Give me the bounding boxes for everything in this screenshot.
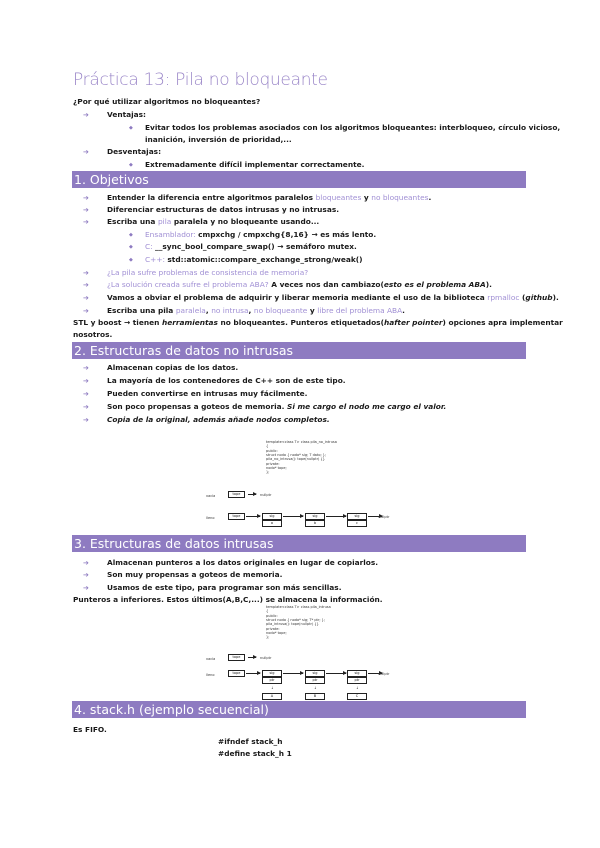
text-segment: cmpxchg / cmpxchg{8,16} → es más lento. xyxy=(198,230,377,239)
highlighted-text: pila xyxy=(157,217,172,226)
down-arrow: ↓ xyxy=(271,686,274,690)
italic-text: Si me cargo el nodo me cargo el valor. xyxy=(287,402,447,411)
dot-bullet-icon: ◆ xyxy=(129,257,133,263)
top-box: tope xyxy=(228,670,245,677)
text-segment: Pueden convertirse en intrusas muy fácilmente. xyxy=(107,389,308,398)
text-line xyxy=(107,583,342,593)
text-segment: , xyxy=(248,306,254,315)
text-segment: Extremadamente difícil implementar correctamente. xyxy=(145,160,365,169)
text-line xyxy=(107,570,282,580)
text-line xyxy=(73,318,563,328)
section-heading: 1. Objetivos xyxy=(72,171,526,188)
diagram-1-figure xyxy=(200,440,400,535)
text-segment: La mayoría de los contenedores de C++ son de este tipo. xyxy=(107,376,346,385)
text-segment: Almacenan punteros a los datos originales en lugar de copiarlos. xyxy=(107,558,379,567)
text-segment: Diferenciar estructuras de datos intrusas y no intrusas. xyxy=(107,205,340,214)
highlighted-text: no intrusa xyxy=(211,306,249,315)
node-value-cell: b xyxy=(305,520,325,527)
text-line xyxy=(73,595,383,605)
arrow-bullet-icon: ➔ xyxy=(83,403,89,411)
text-line xyxy=(107,193,431,203)
arrow-bullet-icon: ➔ xyxy=(83,281,89,289)
text-segment: Escriba una xyxy=(107,217,158,226)
top-box: tope xyxy=(228,654,245,661)
arrow-bullet-icon: ➔ xyxy=(83,294,89,302)
code-line: { xyxy=(266,444,269,449)
arrow-bullet-icon: ➔ xyxy=(83,390,89,398)
text-line xyxy=(145,123,560,133)
dot-bullet-icon: ◆ xyxy=(129,244,133,250)
highlighted-text: Ensamblador: xyxy=(145,230,199,239)
text-line xyxy=(145,135,292,145)
arrow-bullet-icon: ➔ xyxy=(83,194,89,202)
text-line xyxy=(218,749,292,759)
text-segment: Es FIFO. xyxy=(73,725,107,734)
text-line xyxy=(73,330,112,340)
arrow-bullet-icon: ➔ xyxy=(83,377,89,385)
text-segment: #define stack_h 1 xyxy=(218,749,292,758)
text-segment: STL y boost → tienen xyxy=(73,318,162,327)
section-heading: 2. Estructuras de datos no intrusas xyxy=(72,342,526,359)
text-line xyxy=(107,306,405,316)
page-title: Práctica 13: Pila no bloqueante xyxy=(73,70,328,90)
down-arrow: ↓ xyxy=(356,686,359,690)
text-segment: Desventajas: xyxy=(107,147,162,156)
null-label: nullptr xyxy=(260,656,272,660)
data-box: A xyxy=(262,693,282,700)
arrow-bullet-icon: ➔ xyxy=(83,269,89,277)
text-segment: Entender la diferencia entre algoritmos paralelos xyxy=(107,193,316,202)
arrow xyxy=(248,657,256,658)
italic-text: esto es el problema ABA xyxy=(383,280,486,289)
data-box: C xyxy=(347,693,367,700)
text-line xyxy=(73,725,107,735)
arrow-bullet-icon: ➔ xyxy=(83,307,89,315)
text-line xyxy=(218,737,282,747)
null-label: nullptr xyxy=(378,672,390,676)
arrow-bullet-icon: ➔ xyxy=(83,584,89,592)
highlighted-text: C: xyxy=(145,242,155,251)
data-box: B xyxy=(305,693,325,700)
text-line xyxy=(145,160,364,170)
text-line xyxy=(107,110,146,120)
text-segment: std::atomic::compare_exchange_strong/weak() xyxy=(167,255,363,264)
highlighted-text: ¿La solución creada sufre el problema ABA? xyxy=(107,280,269,289)
code-line: pila_intrusa(): tope(nullptr) {} xyxy=(266,622,319,627)
italic-text: herramientas xyxy=(161,318,218,327)
highlighted-text: libre del problema ABA xyxy=(317,306,403,315)
text-segment: , xyxy=(205,306,212,315)
null-label: nullptr xyxy=(260,493,272,497)
italic-text: github xyxy=(525,293,553,302)
node-ptr-cell: sig xyxy=(305,513,325,520)
text-line xyxy=(145,255,363,265)
text-segment: y xyxy=(307,306,318,315)
empty-label: vacía xyxy=(206,657,216,661)
text-segment: nosotros. xyxy=(73,330,113,339)
highlighted-text: rpmalloc xyxy=(487,293,520,302)
text-segment: Punteros a inferiores. Estos últimos(A,B,C,...) se almacena la información. xyxy=(73,595,383,604)
text-line xyxy=(107,147,161,157)
top-box: tope xyxy=(228,513,245,520)
arrow-bullet-icon: ➔ xyxy=(83,364,89,372)
arrow xyxy=(326,673,346,674)
text-segment: paralela y no bloqueante usando... xyxy=(171,217,320,226)
text-line xyxy=(145,242,357,252)
text-segment: #ifndef stack_h xyxy=(218,737,283,746)
section-heading: 4. stack.h (ejemplo secuencial) xyxy=(72,701,526,718)
text-segment: . xyxy=(428,193,432,202)
text-line xyxy=(107,205,339,215)
text-segment: A veces nos dan cambiazo( xyxy=(268,280,384,289)
arrow xyxy=(283,673,303,674)
empty-label: vacía xyxy=(206,494,216,498)
text-segment: __sync_bool_compare_swap() → semáforo mutex. xyxy=(155,242,357,251)
highlighted-text: no bloqueantes xyxy=(371,193,429,202)
dot-bullet-icon: ◆ xyxy=(129,232,133,238)
highlighted-text: C++: xyxy=(145,255,168,264)
text-line xyxy=(107,558,378,568)
node-value-cell: a xyxy=(262,520,282,527)
text-segment: Usamos de este tipo, para programar son más sencillas. xyxy=(107,583,342,592)
code-line: nodo* tope; xyxy=(266,630,287,635)
node-ptr-cell: sig xyxy=(262,670,282,677)
arrow xyxy=(246,516,260,517)
text-segment: Ventajas: xyxy=(107,110,146,119)
text-segment: ( xyxy=(519,293,526,302)
code-line: }; xyxy=(266,470,270,475)
highlighted-text: no bloqueante xyxy=(253,306,308,315)
highlighted-text: ¿La pila sufre problemas de consistencia de memoria? xyxy=(107,268,309,277)
text-line xyxy=(107,268,308,278)
code-line: public: xyxy=(266,613,278,618)
code-line: nodo* tope; xyxy=(266,465,287,470)
arrow-bullet-icon: ➔ xyxy=(83,416,89,424)
italic-text: hafter pointer xyxy=(383,318,443,327)
down-arrow: ↓ xyxy=(314,686,317,690)
text-line xyxy=(107,280,492,290)
arrow-bullet-icon: ➔ xyxy=(83,218,89,226)
text-segment: ). xyxy=(485,280,492,289)
code-line: private: xyxy=(266,461,280,466)
node-ptr-cell: sig xyxy=(262,513,282,520)
text-line xyxy=(107,293,559,303)
code-line: { xyxy=(266,609,269,614)
text-line xyxy=(107,389,308,399)
italic-text: Copia de la original, además añade nodos completos. xyxy=(107,415,330,424)
highlighted-text: bloqueantes xyxy=(315,193,362,202)
text-segment: y xyxy=(361,193,372,202)
arrow xyxy=(248,494,256,495)
text-segment: ¿Por qué utilizar algoritmos no bloqueantes? xyxy=(73,97,261,106)
text-segment: Almacenan copias de los datos. xyxy=(107,363,239,372)
dot-bullet-icon: ◆ xyxy=(129,162,133,168)
code-line: public: xyxy=(266,448,278,453)
arrow xyxy=(283,516,303,517)
arrow xyxy=(326,516,346,517)
node-value-cell: c xyxy=(347,520,367,527)
arrow-bullet-icon: ➔ xyxy=(83,206,89,214)
node-value-cell: ptr xyxy=(347,677,367,684)
code-line: }; xyxy=(266,635,270,640)
arrow-bullet-icon: ➔ xyxy=(83,559,89,567)
text-line xyxy=(107,415,330,425)
arrow-bullet-icon: ➔ xyxy=(83,111,89,119)
arrow-bullet-icon: ➔ xyxy=(83,148,89,156)
dot-bullet-icon: ◆ xyxy=(129,125,133,131)
node-value-cell: ptr xyxy=(305,677,325,684)
code-line: pila_no_intrusa(): tope(nullptr) {} xyxy=(266,457,325,462)
text-segment: ) opciones apra implementar xyxy=(442,318,563,327)
highlighted-text: paralela xyxy=(175,306,206,315)
text-segment: no bloqueantes. Punteros etiquetados( xyxy=(217,318,384,327)
code-line: private: xyxy=(266,626,280,631)
code-line: template<class T> class pila_no_intrusa xyxy=(266,440,337,444)
text-segment: Son muy propensas a goteos de memoria. xyxy=(107,570,283,579)
text-segment: Evitar todos los problemas asociados con los algoritmos bloqueantes: interbloqueo, círculo vicioso, xyxy=(145,123,561,132)
text-segment: inanición, inversión de prioridad,... xyxy=(145,135,292,144)
text-segment: Escriba una pila xyxy=(107,306,176,315)
full-label: lleno xyxy=(206,516,215,520)
text-line xyxy=(145,230,376,240)
arrow xyxy=(246,673,260,674)
text-segment: ). xyxy=(552,293,559,302)
code-line: template<class T> class pila_intrusa xyxy=(266,605,331,609)
node-ptr-cell: sig xyxy=(347,513,367,520)
text-segment: . xyxy=(402,306,405,315)
node-value-cell: ptr xyxy=(262,677,282,684)
section-heading: 3. Estructuras de datos intrusas xyxy=(72,535,526,552)
node-ptr-cell: sig xyxy=(305,670,325,677)
arrow-bullet-icon: ➔ xyxy=(83,571,89,579)
code-line: struct nodo { nodo* sig; T* ptr; }; xyxy=(266,617,326,622)
code-line: struct nodo { nodo* sig; T dato; }; xyxy=(266,452,327,457)
text-segment: Son poco propensas a goteos de memoria. xyxy=(107,402,288,411)
diagram-2-figure xyxy=(200,605,400,700)
text-line xyxy=(107,363,238,373)
text-line xyxy=(107,376,346,386)
text-line xyxy=(107,402,446,412)
null-label: nullptr xyxy=(378,515,390,519)
text-segment: Vamos a obviar el problema de adquirir y liberar memoria mediante el uso de la biblioteca xyxy=(107,293,488,302)
top-box: tope xyxy=(228,491,245,498)
full-label: lleno xyxy=(206,673,215,677)
text-line xyxy=(73,97,260,107)
text-line xyxy=(107,217,319,227)
node-ptr-cell: sig xyxy=(347,670,367,677)
